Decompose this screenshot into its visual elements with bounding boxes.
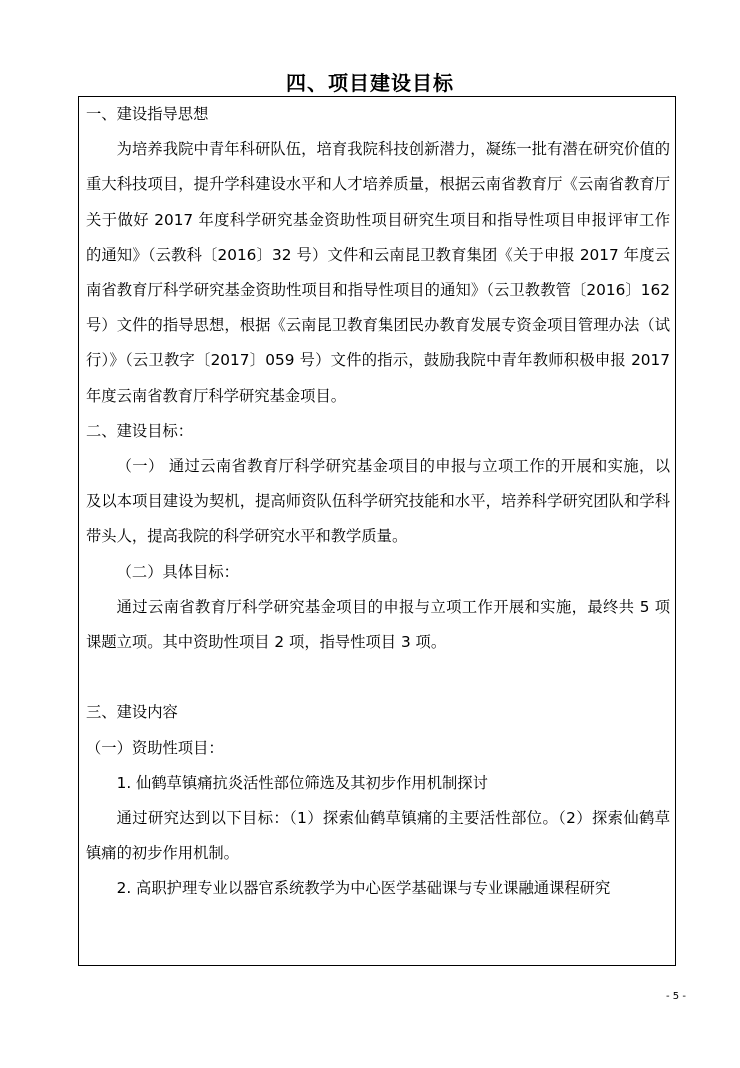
content-table [78,96,676,966]
page-title: 四、项目建设目标 [286,71,454,95]
section-2-subsection-1: （一） 通过云南省教育厅科学研究基金项目的申报与立项工作的开展和实施，以及以本项目建设为契机，提高师资队伍科学研究技能和水平，培养科学研究团队和学科带头人，提高我院的科学研究水平和教学质量。 [86,457,670,546]
section-3-item-1-body: 通过研究达到以下目标：（1）探索仙鹤草镇痛的主要活性部位。（2）探索仙鹤草镇痛的初步作用机制。 [86,809,670,863]
section-1-body: 为培养我院中青年科研队伍，培育我院科技创新潜力，凝练一批有潜在研究价值的重大科技项目，提升学科建设水平和人才培养质量，根据云南省教育厅《云南省教育厅关于做好 2017 年度科学研究基金资助性项目研究生项目和指导性项目申报评审工作的通知》（云教科〔2016〕32 号）文件和云南昆卫教育集团《关于申报 2017 年度云南省教育厅科学研究基金资助性项目和指导性项目的通知》（云卫教教管〔2016〕162 号）文件的指导思想，根据《云南昆卫教育集团民办教育发展专资金项目管理办法（试行）》（云卫教字〔2017〕059 号）文件的指示，鼓励我院中青年教师积极申报 2017 年度云南省教育厅科学研究基金项目。 [86,140,670,405]
section-2-heading: 二、建设目标： [86,421,194,440]
content-body [86,97,670,907]
blank-line [86,660,670,695]
section-3-item-2-title: 2. 高职护理专业以器官系统教学为中心医学基础课与专业课融通课程研究 [116,879,611,898]
section-3-heading: 三、建设内容 [86,703,178,722]
page-number: - 5 - [666,991,686,1002]
section-2-subsection-2-heading: （二）具体目标： [116,562,239,581]
section-3-item-1-title: 1. 仙鹤草镇痛抗炎活性部位筛选及其初步作用机制探讨 [116,773,488,792]
section-3-subsection-1-heading: （一）资助性项目： [86,738,224,757]
section-2-subsection-2-body: 通过云南省教育厅科学研究基金项目的申报与立项工作开展和实施，最终共 5 项课题立项。其中资助性项目 2 项，指导性项目 3 项。 [86,597,670,652]
section-1-heading: 一、建设指导思想 [86,105,209,123]
